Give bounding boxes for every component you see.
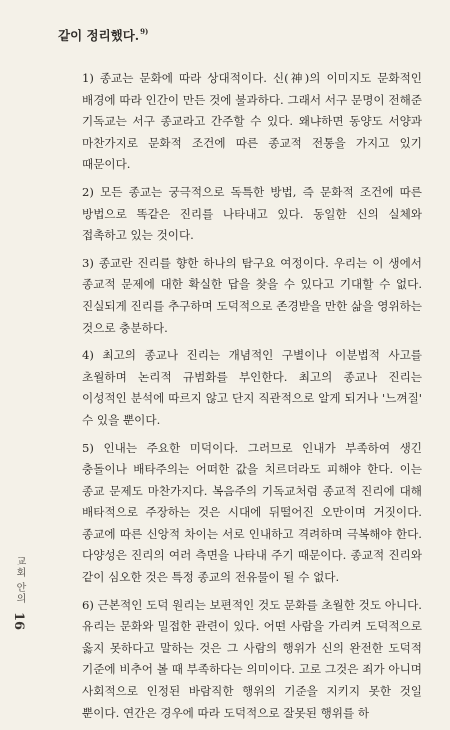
list-item-6: 6) 근본적인 도덕 원리는 보편적인 것도 문화를 초월한 것도 아니다. 유리는 문화와 밀접한 관련이 있다. 어떤 사람을 가리켜 도덕적으로 옳지 못하다고 말하는 것은 그 사람의 행위가 신의 완전한 도덕적 기준에 비추어 볼 때 부족하다는 의미이다. 고로 그것은 죄가 아니며 사회적으로 인정된 바람직한 행위의 기준을 지키지 못한 것일 뿐이다. 연간은 경우에 따라 도덕적으로 잘못된 행위를 하: [82, 597, 422, 720]
lead-text: 같이 정리했다.: [58, 28, 140, 43]
list-item-3: 3) 종교란 진리를 향한 하나의 탐구요 여정이다. 우리는 이 생에서 종교적 문제에 대한 확실한 답을 찾을 수 있다고 기대할 수 없다. 진실되게 진리를 추구하며 도덕적으로 존경받을 만한 삶을 영위하는 것으로 충분하다.: [82, 255, 422, 335]
page-number: 16: [11, 612, 26, 631]
list-item-4: 4) 최고의 종교나 진리는 개념적인 구별이나 이분법적 사고를 초월하며 논리적 규범화를 부인한다. 최고의 종교나 진리는 이성적인 분석에 따르지 않고 단지 직관적으로 알게 되거나 '느껴질' 수 있을 뿐이다.: [82, 348, 422, 427]
list-item-2: 2) 모든 종교는 궁극적으로 독특한 방법, 즉 문화적 조건에 따른 방법으로 똑같은 진리를 나타내고 있다. 동일한 신의 실체와 접촉하고 있는 것이다.: [82, 184, 422, 243]
numbered-list: [82, 68, 422, 730]
list-item-1: 1) 종교는 문화에 따라 상대적이다. 신(神)의 이미지도 문화적인 배경에 따라 인간이 만든 것에 불과하다. 그래서 서구 문명이 전해준 기독교는 서구 종교라고 간주할 수 있다. 왜냐하면 동양도 서양과 마찬가지로 문화적 조건에 따른 종교적 전통을 가지고 있기 때문이다.: [82, 71, 422, 172]
list-item-5: 5) 인내는 주요한 미덕이다. 그러므로 인내가 부족하여 생긴 충돌이나 배타주의는 어떠한 값을 치르더라도 피해야 한다. 이는 종교 문제도 마찬가지다. 복음주의 기독교처럼 종교적 진리에 대해 배타적으로 주장하는 것은 시대에 뒤떨어진 오만이며 거짓이다. 종교에 따른 신앙적 차이는 서로 인내하고 격려하며 극복해야 한다. 다양성은 진리의 여러 측면을 나타내 주기 때문이다. 종교적 진리와 같이 심오한 것은 특정 종교의 전유물이 될 수 없다.: [82, 440, 422, 585]
running-head: 교회 안의: [14, 556, 25, 605]
lead-line: [58, 24, 148, 44]
footnote-marker: 9): [140, 27, 149, 36]
